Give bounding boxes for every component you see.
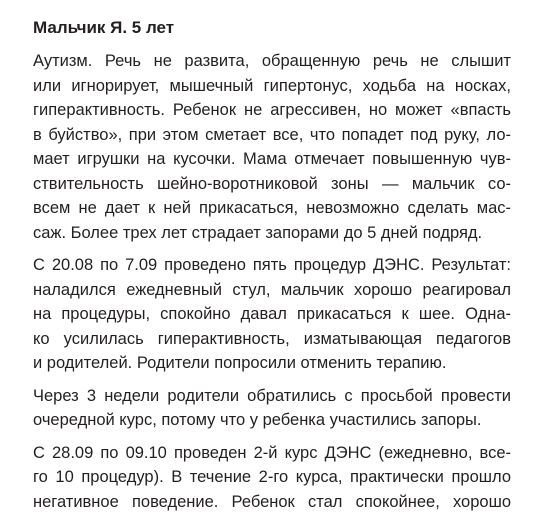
text-line: и родителей. Родители попросили отменить терапию.	[33, 354, 447, 372]
text-line: С 28.09 по 09.10 проведен 2-й курс ДЭНС (ежедневно, все-	[33, 443, 511, 462]
text-line: Аутизм. Речь не развита, обращенную речь не слышит	[33, 52, 511, 70]
paragraph-first-course	[33, 253, 511, 376]
text-line: в буйство», при этом сметает все, что попадет под руку, ло-	[33, 125, 511, 144]
text-line: саж. Более трех лет страдает запорами до 5 дней подряд.	[33, 223, 483, 242]
text-line: или игнорирует, мышечный гипертонус, ходьба на носках,	[33, 76, 511, 95]
case-title: Мальчик Я. 5 лет	[33, 18, 175, 37]
text-line: негативное поведение. Ребенок стал спокойнее, хорошо	[33, 492, 511, 511]
text-line: Через 3 недели родители обратились с просьбой провести	[33, 386, 511, 405]
text-line: на процедуры, спокойно давал прикасаться к шее. Одна-	[33, 305, 511, 323]
text-line: С 20.08 по 7.09 проведено пять процедур ДЭНС. Результат:	[33, 256, 511, 274]
text-line: го 10 процедур). В течение 2-го курса, практически прошло	[33, 468, 511, 486]
paragraph-return-request	[33, 384, 511, 433]
text-line: мает игрушки на кусочки. Мама отмечает повышенную чув-	[33, 150, 511, 168]
text-line: ко усилилась гиперактивность, изматывающая педагогов	[33, 329, 511, 348]
text-line: очередной курс, потому что у ребенка участились запоры.	[33, 411, 482, 429]
paragraph-second-course	[33, 441, 511, 515]
text-line: наладился ежедневный стул, мальчик хорошо реагировал	[33, 280, 511, 299]
paragraph-diagnosis	[33, 49, 511, 245]
text-line: всем не дает к ней прикасаться, невозможно сделать мас-	[33, 199, 511, 217]
document-page	[33, 18, 511, 522]
text-line: гиперактивность. Ребенок не агрессивен, но может «впасть	[33, 101, 511, 119]
text-line: ствительность шейно-воротниковой зоны — мальчик со-	[33, 174, 511, 193]
